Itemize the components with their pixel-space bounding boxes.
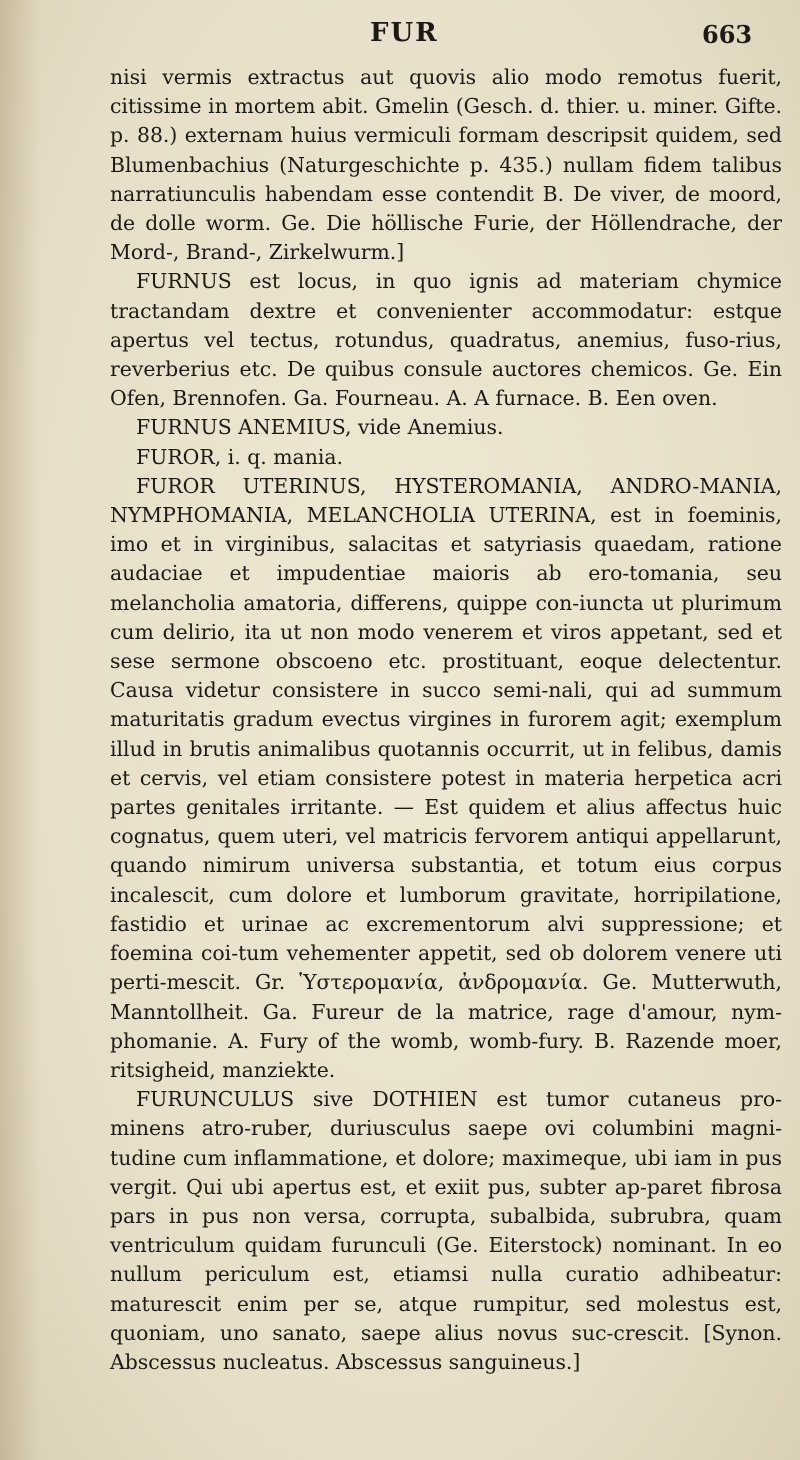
running-head: FUR xyxy=(370,18,439,48)
entry-furor-uterinus: FUROR UTERINUS, HYSTEROMANIA, ANDRO-MANIA, NYMPHOMANIA, MELANCHOLIA UTERINA, est in foeminis, imo et in virginibus, salacitas et satyriasis quaedam, ratione audaciae et impudentiae maioris ab ero-tomania, seu melancholia amatoria, differens, quippe con-iuncta ut plurimum cum delirio, ita ut non modo venerem et viros appetant, sed et sese sermone obscoeno etc. prostituant, eoque delectentur. Causa videtur consistere in succo semi-nali, qui ad summum maturitatis gradum evectus virgines in furorem agit; exemplum illud in brutis animalibus quotannis occurrit, ut in felibus, damis et cervis, vel etiam consistere potest in materia herpetica acri partes genitales irritante. — Est quidem et alius affectus huic cognatus, quem uteri, vel matricis fervorem antiqui appellarunt, quando nimirum universa substantia, et totum eius corpus incalescit, cum dolore et lumborum gravitate, horripilatione, fastidio et urinae ac excrementorum alvi suppressione; et foemina coi-tum vehementer appetit, sed ob dolorem venere uti perti-mescit. Gr. Ὑστερομανία, ἀνδρομανία. Ge. Mutterwuth, Manntollheit. Ga. Fureur de la matrice, rage d'amour, nym-phomanie. A. Fury of the womb, womb-fury. B. Razende moer, ritsigheid, manziekte. xyxy=(110,473,782,1082)
page-header xyxy=(0,18,800,58)
entry-furnus: FURNUS est locus, in quo ignis ad materiam chymice tractandam dextre et convenienter accommodatur: estque apertus vel tectus, rotundus, quadratus, anemius, fuso-rius, reverberius etc. De quibus consule auctores chemicos. Ge. Ein Ofen, Brennofen. Ga. Fourneau. A. A furnace. B. Een oven. xyxy=(110,269,782,411)
entry-furor: FUROR, i. q. mania. xyxy=(136,444,344,469)
page-number: 663 xyxy=(702,20,753,49)
paragraph-intro: nisi vermis extractus aut quovis alio modo remotus fuerit, citissime in mortem abit. Gmelin (Gesch. d. thier. u. miner. Gifte. p. 88.) externam huius vermiculi formam descripsit quidem, sed Blumenbachius (Naturgeschichte p. 435.) nullam fidem talibus narratiunculis habendam esse contendit B. De viver, de moord, de dolle worm. Ge. Die höllische Furie, der Höllendrache, der Mord-, Brand-, Zirkelwurm.] xyxy=(110,65,782,265)
entry-furnus-anemius: FURNUS ANEMIUS, vide Anemius. xyxy=(136,415,504,440)
page-edge-shadow xyxy=(0,0,40,1460)
entry-furunculus: FURUNCULUS sive DOTHIEN est tumor cutaneus pro-minens atro-ruber, duriusculus saepe ovi columbini magni-tudine cum inflammatione, et dolore; maximeque, ubi iam in pus vergit. Qui ubi apertus est, et exiit pus, subter ap-paret fibrosa pars in pus non versa, corrupta, subalbida, subrubra, quam ventriculum quidam furunculi (Ge. Eiterstock) nominant. In eo nullum periculum est, etiamsi nulla curatio adhibeatur: maturescit enim per se, atque rumpitur, sed molestus est, quoniam, uno sanato, saepe alius novus suc-crescit. [Synon. Abscessus nucleatus. Abscessus sanguineus.] xyxy=(110,1087,782,1374)
dictionary-text xyxy=(110,63,782,1377)
